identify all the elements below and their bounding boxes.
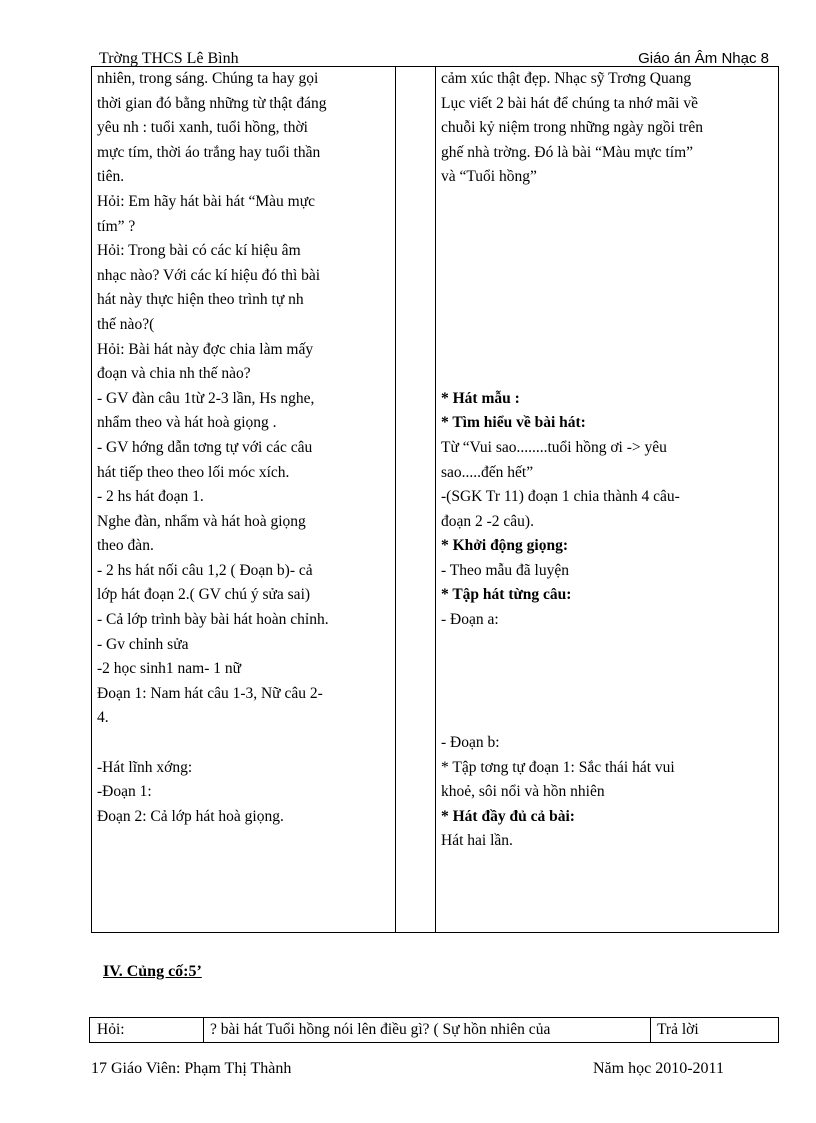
section-title: IV. Củng cố:5’ — [103, 963, 202, 980]
text-line — [441, 288, 774, 313]
text-line: * Tập tơng tự đoạn 1: Sắc thái hát vui — [441, 758, 675, 776]
table-divider-1 — [395, 67, 396, 932]
text-line: * Tập hát từng câu: — [441, 586, 572, 604]
text-line: tiên. — [97, 168, 125, 186]
footer-year: Năm học 2010-2011 — [593, 1060, 724, 1077]
text-line: -Đoạn 1: — [97, 783, 152, 801]
text-line: thời gian đó bằng những từ thật đáng — [97, 94, 327, 112]
text-line: * Tìm hiểu về bài hát: — [441, 414, 586, 432]
text-line — [441, 338, 774, 363]
text-line: sao.....đến hết” — [441, 463, 534, 481]
text-line: đoạn 2 -2 câu). — [441, 512, 534, 530]
text-line: nhạc nào? Với các kí hiệu đó thì bài — [97, 266, 321, 284]
text-line — [441, 190, 774, 215]
table-divider-2 — [435, 67, 436, 932]
answer-label: Trả lời — [657, 1021, 699, 1038]
question-label: Hỏi: — [97, 1021, 125, 1038]
text-line: ghế nhà trờng. Đó là bài “Màu mực tím” — [441, 143, 694, 161]
text-line: đoạn và chia nh thế nào? — [97, 365, 251, 383]
text-line: * Hát mẫu : — [441, 389, 520, 407]
text-line: theo đàn. — [97, 537, 154, 555]
header-school: Trờng THCS Lê Bình — [99, 50, 239, 67]
text-line: Nghe đàn, nhẩm và hát hoà giọng — [97, 512, 306, 530]
text-line: 4. — [97, 709, 109, 727]
text-line: chuỗi kỷ niệm trong những ngày ngồi trên — [441, 119, 703, 137]
text-line: Đoạn 1: Nam hát câu 1-3, Nữ câu 2- — [97, 684, 323, 702]
text-line: -(SGK Tr 11) đoạn 1 chia thành 4 câu- — [441, 488, 680, 506]
text-line — [441, 682, 774, 707]
text-line — [441, 362, 774, 387]
text-line — [97, 731, 387, 756]
text-line: thế nào?( — [97, 315, 155, 333]
text-line: - Cả lớp trình bày bài hát hoàn chỉnh. — [97, 611, 329, 629]
text-line: * Hát đầy đủ cả bài: — [441, 807, 575, 825]
text-line: - Theo mẫu đã luyện — [441, 561, 569, 579]
text-line: - GV đàn câu 1từ 2-3 lần, Hs nghe, — [97, 389, 315, 407]
text-line: Hỏi: Em hãy hát bài hát “Màu mực — [97, 192, 316, 210]
question-text: ? bài hát Tuổi hồng nói lên điều gì? ( Sự hồn nhiên của — [210, 1021, 551, 1038]
text-line: -Hát lĩnh xớng: — [97, 758, 193, 776]
text-line — [441, 264, 774, 289]
text-line: hát tiếp theo theo lối móc xích. — [97, 463, 290, 481]
text-line: - 2 hs hát nối câu 1,2 ( Đoạn b)- cả — [97, 561, 313, 579]
text-line: hát này thực hiện theo trình tự nh — [97, 291, 304, 309]
teacher-activities-column — [97, 67, 387, 829]
text-line: Hỏi: Bài hát này đợc chia làm mấy — [97, 340, 314, 358]
text-line: và “Tuổi hồng” — [441, 168, 537, 186]
text-line: cảm xúc thật đẹp. Nhạc sỹ Trơng Quang — [441, 70, 692, 87]
text-line: khoẻ, sôi nổi và hồn nhiên — [441, 783, 605, 801]
text-line — [441, 657, 774, 682]
text-line: yêu nh : tuổi xanh, tuổi hồng, thời — [97, 119, 308, 137]
text-line: -2 học sinh1 nam- 1 nữ — [97, 660, 242, 678]
text-line: * Khởi động giọng: — [441, 537, 569, 555]
text-line: Từ “Vui sao........tuổi hồng ơi -> yêu — [441, 438, 667, 456]
content-column — [441, 67, 774, 854]
lesson-table — [91, 66, 779, 933]
text-line: Lục viết 2 bài hát để chúng ta nhớ mãi về — [441, 94, 698, 112]
text-line: nhẩm theo và hát hoà giọng . — [97, 414, 277, 432]
text-line: - Đoạn a: — [441, 611, 499, 629]
text-line: - Gv chỉnh sửa — [97, 635, 189, 653]
text-line: tím” ? — [97, 217, 136, 235]
text-line: lớp hát đoạn 2.( GV chú ý sửa sai) — [97, 586, 311, 604]
text-line: Hỏi: Trong bài có các kí hiệu âm — [97, 242, 301, 260]
text-line: Đoạn 2: Cả lớp hát hoà giọng. — [97, 807, 284, 825]
text-line: Hát hai lần. — [441, 832, 513, 850]
text-line — [441, 633, 774, 658]
question-divider-1 — [203, 1018, 204, 1042]
text-line — [441, 215, 774, 240]
text-line: - GV hớng dẫn tơng tự với các câu — [97, 438, 313, 456]
text-line: nhiên, trong sáng. Chúng ta hay gọi — [97, 70, 319, 87]
text-line: mực tím, thời áo trắng hay tuổi thần — [97, 143, 321, 161]
text-line — [441, 239, 774, 264]
text-line — [441, 706, 774, 731]
question-divider-2 — [650, 1018, 651, 1042]
question-table — [89, 1017, 779, 1043]
text-line — [441, 313, 774, 338]
header-subject: Giáo án Âm Nhạc 8 — [638, 50, 769, 67]
footer-teacher: 17 Giáo Viên: Phạm Thị Thành — [91, 1060, 292, 1077]
text-line: - Đoạn b: — [441, 734, 500, 752]
text-line: - 2 hs hát đoạn 1. — [97, 488, 204, 506]
